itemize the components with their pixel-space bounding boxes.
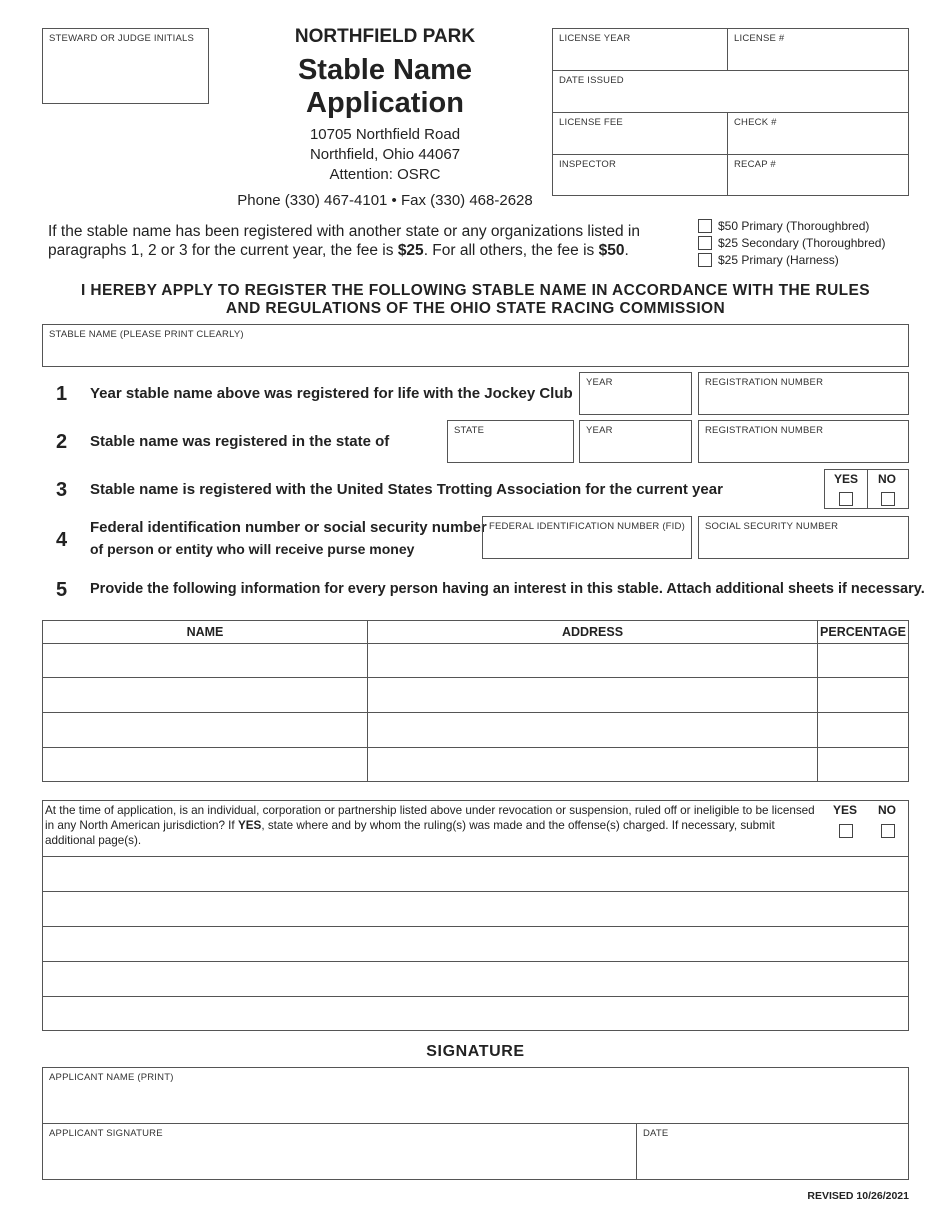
checkbox[interactable] — [698, 236, 712, 250]
ruling-line[interactable] — [43, 856, 908, 891]
fid-label: FEDERAL IDENTIFICATION NUMBER (FID) — [489, 521, 685, 532]
ssn-label: SOCIAL SECURITY NUMBER — [705, 521, 839, 532]
q2-state-field[interactable] — [447, 420, 574, 463]
stable-name-field[interactable] — [42, 324, 909, 367]
owner-name-cell[interactable] — [43, 748, 368, 782]
owner-percentage-cell[interactable] — [818, 644, 909, 678]
q2-year-field[interactable] — [579, 420, 692, 463]
ruling-yes-bold: YES — [237, 819, 262, 832]
percentage-header: PERCENTAGE — [818, 621, 909, 644]
address-header: ADDRESS — [368, 621, 818, 644]
fee-amount-25: $25 — [397, 242, 424, 259]
owner-name-cell[interactable] — [43, 644, 368, 678]
check-number-label: CHECK # — [734, 117, 777, 128]
q3-no-label: NO — [878, 472, 896, 486]
address-line-1: 10705 Northfield Road — [309, 126, 461, 143]
owners-table — [42, 620, 909, 782]
recap-number-label: RECAP # — [734, 159, 776, 170]
license-fee-field[interactable] — [553, 113, 728, 155]
applicant-signature-label: APPLICANT SIGNATURE — [49, 1128, 163, 1139]
ruling-section — [42, 800, 909, 1031]
ruling-yes-checkbox[interactable] — [839, 824, 853, 838]
date-label: DATE — [643, 1128, 669, 1139]
owner-name-cell[interactable] — [43, 713, 368, 748]
question-4-number: 4 — [56, 529, 68, 551]
fee-text-c: . — [624, 242, 629, 259]
q2-state-label: STATE — [454, 425, 485, 436]
owner-address-cell[interactable] — [368, 748, 818, 782]
q2-registration-number-field[interactable] — [698, 420, 909, 463]
ruling-yes-label: YES — [833, 803, 858, 817]
revision-date: REVISED 10/26/2021 — [807, 1190, 909, 1202]
header — [225, 26, 545, 209]
contact-line: Phone (330) 467-4101 • Fax (330) 468-2628 — [237, 192, 533, 209]
license-year-label: LICENSE YEAR — [559, 33, 631, 44]
question-2-text: Stable name was registered in the state of — [90, 433, 390, 450]
table-row — [43, 678, 909, 713]
question-3-number: 3 — [56, 479, 68, 501]
recap-number-field[interactable] — [728, 155, 909, 196]
ruling-text-b: , state where and by whom the ruling(s) was made and the offense(s) charged. If necessary, submit additional page(s). — [45, 819, 775, 847]
org-name: NORTHFIELD PARK — [294, 26, 476, 47]
fee-option-label: $25 Primary (Harness) — [718, 253, 839, 267]
owner-address-cell[interactable] — [368, 644, 818, 678]
owner-name-cell[interactable] — [43, 678, 368, 713]
question-5-text: Provide the following information for every person having an interest in this stable. Attach additional sheets if necessary. — [90, 581, 925, 597]
license-fee-label: LICENSE FEE — [559, 117, 623, 128]
declaration — [42, 282, 909, 318]
date-issued-field[interactable] — [553, 71, 909, 113]
ruling-line[interactable] — [43, 961, 908, 996]
date-field[interactable] — [637, 1124, 908, 1179]
declaration-line-1: I HEREBY APPLY TO REGISTER THE FOLLOWING STABLE NAME IN ACCORDANCE WITH THE RULES — [80, 282, 871, 299]
stable-name-label: STABLE NAME (PLEASE PRINT CLEARLY) — [49, 329, 244, 340]
table-row — [43, 748, 909, 782]
steward-initials-box[interactable] — [42, 28, 209, 104]
checkbox[interactable] — [698, 253, 712, 267]
fee-amount-50: $50 — [598, 242, 625, 259]
license-year-field[interactable] — [553, 29, 728, 71]
fee-option-label: $25 Secondary (Thoroughbred) — [718, 236, 886, 250]
attention-line: Attention: OSRC — [329, 166, 441, 183]
inspector-field[interactable] — [553, 155, 728, 196]
ruling-line[interactable] — [43, 996, 908, 1030]
question-1-text: Year stable name above was registered for life with the Jockey Club — [90, 385, 573, 402]
q1-registration-number-field[interactable] — [698, 372, 909, 415]
applicant-name-label: APPLICANT NAME (PRINT) — [49, 1072, 174, 1083]
question-2-number: 2 — [56, 431, 68, 453]
table-row — [43, 713, 909, 748]
owner-address-cell[interactable] — [368, 713, 818, 748]
office-use-grid — [552, 28, 909, 196]
ssn-field[interactable] — [698, 516, 909, 559]
owner-address-cell[interactable] — [368, 678, 818, 713]
page-title: Stable Name Application — [297, 54, 473, 119]
license-number-label: LICENSE # — [734, 33, 785, 44]
declaration-line-2: AND REGULATIONS OF THE OHIO STATE RACING COMMISSION — [225, 300, 726, 317]
check-number-field[interactable] — [728, 113, 909, 155]
q1-year-field[interactable] — [579, 372, 692, 415]
ruling-line[interactable] — [43, 891, 908, 926]
question-1-number: 1 — [56, 383, 68, 405]
steward-initials-label: STEWARD OR JUDGE INITIALS — [49, 33, 195, 44]
q3-yes-checkbox[interactable] — [839, 492, 853, 506]
fee-explanation — [48, 222, 673, 260]
table-row — [43, 644, 909, 678]
ruling-no-label: NO — [878, 803, 896, 817]
q3-yes-no-box — [824, 469, 909, 509]
applicant-signature-field[interactable] — [43, 1124, 637, 1179]
fee-option-label: $50 Primary (Thoroughbred) — [718, 219, 870, 233]
checkbox[interactable] — [698, 219, 712, 233]
q2-year-label: YEAR — [586, 425, 613, 436]
q2-registration-label: REGISTRATION NUMBER — [705, 425, 824, 436]
fee-text-a: If the stable name has been registered with another state or any organizations listed in paragraphs 1, 2 or 3 for the current year, the fee is — [48, 223, 640, 259]
signature-section — [42, 1067, 909, 1180]
q1-year-label: YEAR — [586, 377, 613, 388]
date-issued-label: DATE ISSUED — [559, 75, 624, 86]
question-4-text-1: Federal identification number or social security number — [90, 519, 487, 536]
owners-table-header — [43, 621, 909, 644]
address-line-2: Northfield, Ohio 44067 — [309, 146, 461, 163]
ruling-text-a: At the time of application, is an individual, corporation or partnership listed above under revocation or suspension, ruled off or ineligible to be licensed in any North American jurisdiction? If — [45, 804, 815, 832]
fid-field[interactable] — [482, 516, 692, 559]
applicant-name-field[interactable] — [43, 1068, 908, 1124]
owner-percentage-cell[interactable] — [818, 713, 909, 748]
q1-registration-label: REGISTRATION NUMBER — [705, 377, 824, 388]
name-header: NAME — [43, 621, 368, 644]
ruling-no-checkbox[interactable] — [881, 824, 895, 838]
question-3-text: Stable name is registered with the United States Trotting Association for the current year — [90, 481, 723, 498]
signature-heading: SIGNATURE — [426, 1043, 525, 1060]
q3-no-checkbox[interactable] — [881, 492, 895, 506]
fee-text-b: . For all others, the fee is — [423, 242, 599, 259]
question-5-number: 5 — [56, 579, 68, 601]
inspector-label: INSPECTOR — [559, 159, 617, 170]
owner-percentage-cell[interactable] — [818, 748, 909, 782]
ruling-line[interactable] — [43, 926, 908, 961]
owner-percentage-cell[interactable] — [818, 678, 909, 713]
question-4-text-2: of person or entity who will receive purse money — [90, 541, 415, 557]
license-number-field[interactable] — [728, 29, 909, 71]
q3-yes-label: YES — [834, 472, 859, 486]
ruling-question — [45, 803, 815, 848]
